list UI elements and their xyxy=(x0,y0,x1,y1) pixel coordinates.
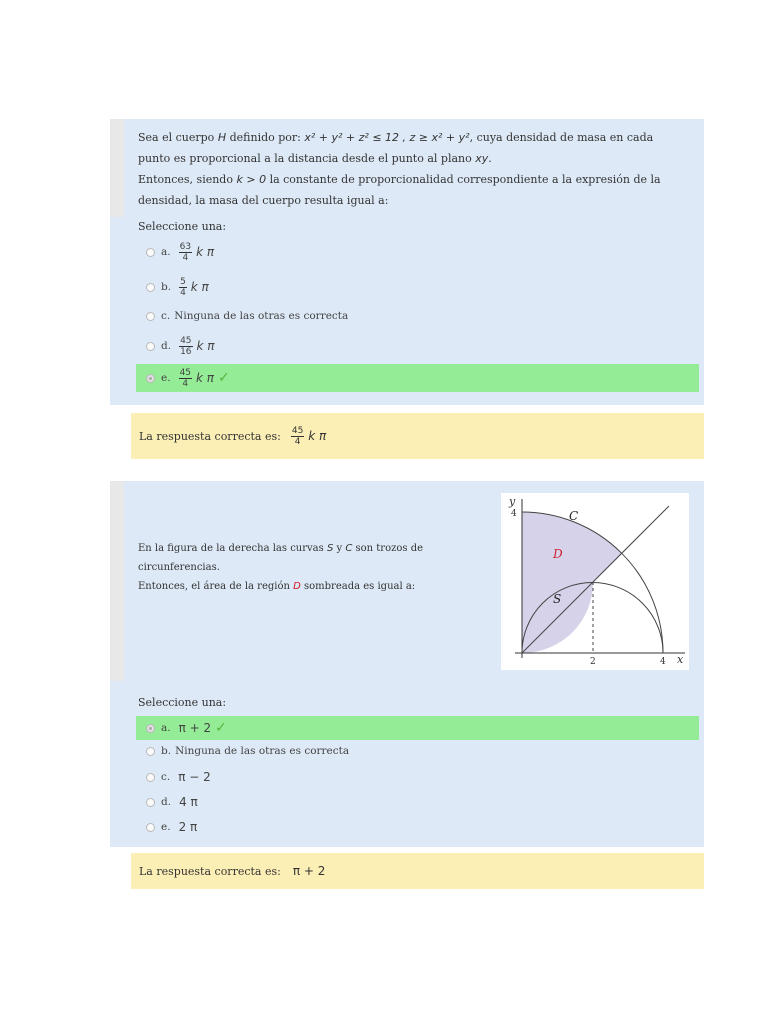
stem-var-c: C xyxy=(345,543,353,554)
select-prompt: Seleccione una: xyxy=(138,220,227,233)
stem-text: Entonces, siendo xyxy=(138,173,233,186)
label-d: D xyxy=(553,547,563,561)
q2-option-c[interactable]: c. π − 2 xyxy=(146,766,446,788)
radio-button[interactable] xyxy=(146,283,155,292)
radio-button[interactable] xyxy=(146,312,155,321)
stem-var-h: H xyxy=(217,131,227,144)
region-d-shape xyxy=(522,512,622,653)
check-icon: ✓ xyxy=(215,720,227,736)
radio-button[interactable] xyxy=(146,747,155,756)
stem-k-condition: k > 0 xyxy=(236,173,267,186)
q1-option-d[interactable]: d. $\frac{45}{16}$ k π xyxy=(146,332,446,360)
stem-text: Entonces, el área de la región xyxy=(138,581,290,592)
radio-button[interactable] xyxy=(146,342,155,351)
stem-text: , cuya densidad de masa en cada xyxy=(469,131,654,144)
select-prompt: Seleccione una: xyxy=(138,696,227,709)
stem-text: la constante de proporcionalidad correspondiente a la expresión de la xyxy=(269,173,661,186)
region-figure xyxy=(501,493,689,670)
stem-var-d: D xyxy=(293,581,301,592)
y-tick-4: 4 xyxy=(511,509,517,519)
q2-option-e[interactable]: e. 2 π xyxy=(146,816,446,838)
q2-correct-answer xyxy=(131,853,704,889)
stem-var-xy: xy xyxy=(475,152,489,165)
label-s: S xyxy=(553,592,562,606)
q1-option-c[interactable]: c. Ninguna de las otras es correcta xyxy=(146,302,446,330)
fraction: $\frac{45}{4}$ xyxy=(291,425,304,447)
stem-text: circunferencias. xyxy=(138,562,220,573)
stem-text: En la figura de la derecha las curvas xyxy=(138,543,324,554)
stem-var-s: S xyxy=(326,543,334,554)
fraction: $\frac{45}{4}$ xyxy=(179,367,192,389)
stem-text: definido por: xyxy=(229,131,301,144)
answer-value: π + 2 xyxy=(292,864,326,878)
stem-text: punto es proporcional a la distancia desde el punto al plano xyxy=(138,152,472,165)
stem-text: son trozos de xyxy=(355,543,424,554)
radio-button[interactable] xyxy=(146,823,155,832)
x-tick-4: 4 xyxy=(660,657,666,667)
radio-button[interactable] xyxy=(146,798,155,807)
radio-button-selected[interactable] xyxy=(146,724,155,733)
question-1-stem: Sea el cuerpo H definido por: x² + y² + z² ≤ 12 , z ≥ x² + y², cuya densidad de masa en cada punto es proporcional a la distancia desde el punto al plano xy. Entonces, siendo k > 0 la constante de proporcionalidad correspondiente a la expresión de la densidad, la masa del cuerpo resulta igual a: xyxy=(138,127,690,211)
answer-label: La respuesta correcta es: xyxy=(139,429,281,443)
region-diagram xyxy=(501,493,689,670)
q1-option-e[interactable]: e. $\frac{45}{4}$ k π ✓ xyxy=(136,364,699,392)
q1-option-b[interactable]: b. $\frac{5}{4}$ k π xyxy=(146,273,446,301)
q2-option-d[interactable]: d. 4 π xyxy=(146,791,446,813)
stem-text: densidad, la masa del cuerpo resulta igual a: xyxy=(138,194,389,207)
answer-label: La respuesta correcta es: xyxy=(139,864,281,878)
radio-button[interactable] xyxy=(146,248,155,257)
fraction: $\frac{45}{16}$ xyxy=(180,335,192,357)
stem-text: sombreada es igual a: xyxy=(304,581,416,592)
question-1-info-tab xyxy=(110,119,124,217)
q2-option-b[interactable]: b. Ninguna de las otras es correcta xyxy=(146,740,446,762)
radio-button-selected[interactable] xyxy=(146,374,155,383)
stem-equation-paraboloid: z ≥ x² + y² xyxy=(409,131,470,144)
y-axis-label: y xyxy=(509,495,516,508)
stem-text: Sea el cuerpo xyxy=(138,131,215,144)
stem-text: y xyxy=(336,543,343,554)
question-2-stem xyxy=(138,539,454,596)
q1-option-a[interactable]: a. $\frac{63}{4}$ k π xyxy=(146,238,446,266)
stem-equation-sphere: x² + y² + z² ≤ 12 , xyxy=(304,131,407,144)
question-2-info-tab xyxy=(110,481,124,681)
fraction: $\frac{63}{4}$ xyxy=(179,241,192,263)
fraction: $\frac{5}{4}$ xyxy=(180,276,186,298)
x-axis-label: x xyxy=(677,653,684,666)
q2-option-a[interactable]: a. π + 2 ✓ xyxy=(136,716,699,740)
radio-button[interactable] xyxy=(146,773,155,782)
q1-correct-answer: La respuesta correcta es: $\frac{45}{4}$ k π xyxy=(131,413,704,459)
x-tick-2: 2 xyxy=(590,657,596,667)
label-c: C xyxy=(569,509,579,523)
check-icon: ✓ xyxy=(218,370,230,386)
